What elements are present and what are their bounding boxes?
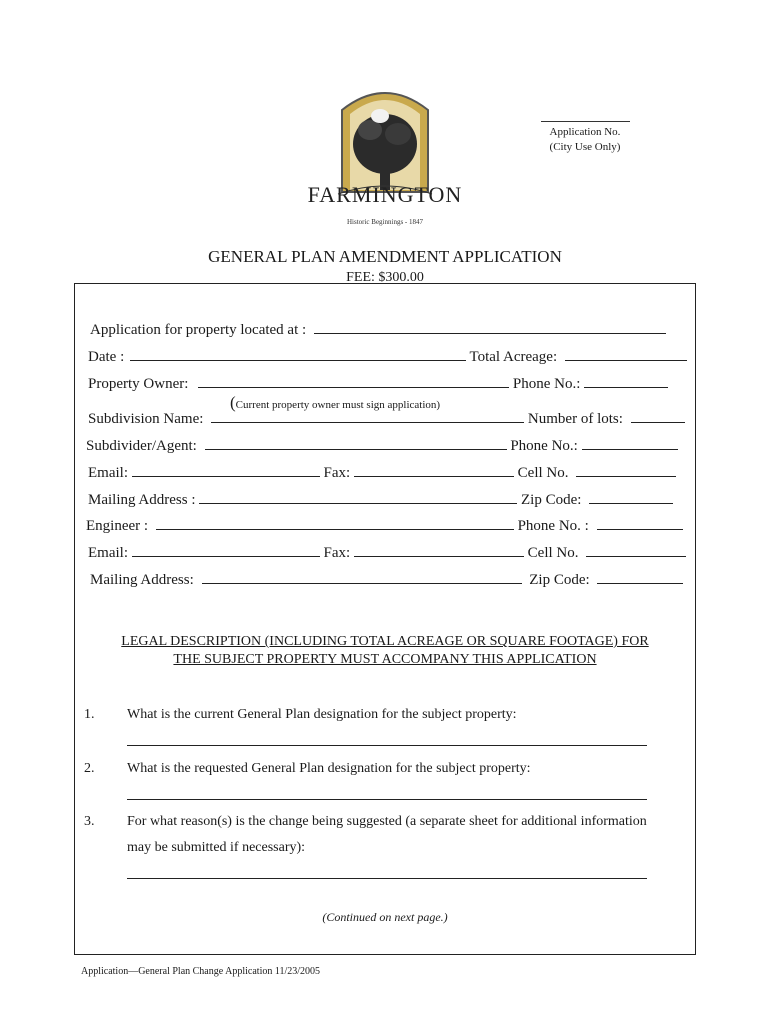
row-subdivider xyxy=(86,438,678,455)
legal-line-1: LEGAL DESCRIPTION (INCLUDING TOTAL ACREAGE OR SQUARE FOOTAGE) FOR xyxy=(121,634,649,649)
subdivision-name-field[interactable] xyxy=(211,421,524,423)
continued-note: (Continued on next page.) xyxy=(322,910,448,924)
email-1-field[interactable] xyxy=(132,475,320,477)
question-1-number: 1. xyxy=(84,707,95,722)
question-2-number: 2. xyxy=(84,761,95,776)
cell-1-field[interactable] xyxy=(576,475,676,477)
email-2-label: Email: xyxy=(88,545,128,561)
footer: Application—General Plan Change Application 11/23/2005 xyxy=(81,966,321,977)
date-field[interactable] xyxy=(130,359,466,361)
phone-3-field[interactable] xyxy=(597,528,683,530)
fax-2-label: Fax: xyxy=(323,545,351,561)
number-of-lots-field[interactable] xyxy=(631,421,685,423)
fax-1-field[interactable] xyxy=(354,475,514,477)
zip-1-field[interactable] xyxy=(589,502,673,504)
question-1-answer[interactable] xyxy=(127,745,647,746)
subdivider-agent-label: Subdivider/Agent: xyxy=(86,438,197,454)
question-3-answer[interactable] xyxy=(127,878,647,879)
fee: FEE: $300.00 xyxy=(346,270,424,285)
email-1-label: Email: xyxy=(88,465,128,481)
cell-2-label: Cell No. xyxy=(527,545,579,561)
total-acreage-field[interactable] xyxy=(565,359,687,361)
total-acreage-label: Total Acreage: xyxy=(469,349,558,365)
fax-1-label: Fax: xyxy=(323,465,351,481)
question-1-text: What is the current General Plan designation for the subject property: xyxy=(127,707,517,722)
row-property-location xyxy=(90,322,666,339)
fax-2-field[interactable] xyxy=(354,555,524,557)
logo-tagline: Historic Beginnings - 1847 xyxy=(346,218,424,226)
application-number-line[interactable] xyxy=(541,121,630,122)
form-title: GENERAL PLAN AMENDMENT APPLICATION xyxy=(208,247,562,266)
row-date xyxy=(88,349,687,366)
row-subdivision xyxy=(88,411,685,428)
zip-2-label: Zip Code: xyxy=(529,572,590,588)
logo-name: FARMINGTON xyxy=(307,182,463,207)
application-number-label: Application No. (City Use Only) xyxy=(549,126,621,153)
phone-2-field[interactable] xyxy=(582,448,678,450)
phone-1-label: Phone No.: xyxy=(512,376,581,392)
subdivider-agent-field[interactable] xyxy=(205,448,507,450)
engineer-label: Engineer : xyxy=(86,518,149,534)
farmington-logo xyxy=(300,82,470,232)
property-location-label: Application for property located at : xyxy=(90,322,307,338)
mailing-2-field[interactable] xyxy=(202,582,522,584)
engineer-field[interactable] xyxy=(156,528,514,530)
row-engineer xyxy=(86,518,683,535)
email-2-field[interactable] xyxy=(132,555,320,557)
question-2-text: What is the requested General Plan designation for the subject property: xyxy=(127,761,531,776)
mailing-2-label: Mailing Address: xyxy=(90,572,194,588)
row-mailing-2 xyxy=(90,572,683,589)
zip-1-label: Zip Code: xyxy=(521,492,582,508)
legal-line-2: THE SUBJECT PROPERTY MUST ACCOMPANY THIS APPLICATION xyxy=(173,652,597,667)
cell-2-field[interactable] xyxy=(586,555,686,557)
property-owner-field[interactable] xyxy=(198,386,509,388)
date-label: Date : xyxy=(88,349,125,365)
phone-1-field[interactable] xyxy=(584,386,668,388)
cell-1-label: Cell No. xyxy=(517,465,569,481)
row-mailing-1 xyxy=(88,492,673,509)
row-email-1 xyxy=(88,465,676,482)
phone-2-label: Phone No.: xyxy=(510,438,578,454)
subdivision-name-label: Subdivision Name: xyxy=(88,411,204,427)
question-3-text-cont: may be submitted if necessary): xyxy=(127,840,306,855)
property-location-field[interactable] xyxy=(314,332,666,334)
owner-note: (Current property owner must sign application) xyxy=(230,393,441,412)
zip-2-field[interactable] xyxy=(597,582,683,584)
mailing-1-field[interactable] xyxy=(199,502,517,504)
question-3-text: For what reason(s) is the change being suggested (a separate sheet for additional information xyxy=(127,814,647,829)
question-2-answer[interactable] xyxy=(127,799,647,800)
number-of-lots-label: Number of lots: xyxy=(527,411,623,427)
phone-3-label: Phone No. : xyxy=(517,518,589,534)
row-email-2 xyxy=(88,545,686,562)
mailing-1-label: Mailing Address : xyxy=(88,492,196,508)
row-property-owner xyxy=(88,376,668,393)
question-3-number: 3. xyxy=(84,814,95,829)
property-owner-label: Property Owner: xyxy=(88,376,189,392)
